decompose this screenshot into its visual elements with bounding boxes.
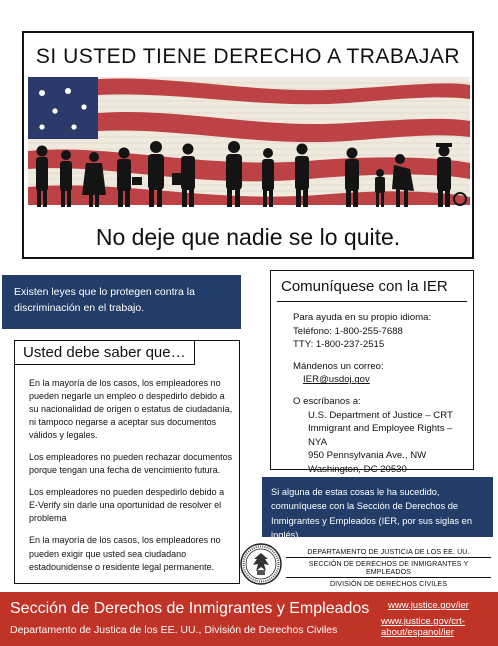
hero-banner (22, 31, 474, 259)
footer-title: Sección de Derechos de Inmigrantes y Empleados (10, 600, 370, 617)
doj-seal-icon (240, 543, 282, 585)
footer-subtitle: Departamento de Justica de los EE. UU., División de Derechos Civiles (10, 624, 338, 636)
spanish-website-link[interactable]: www.justice.gov/crt-about/espanol/ier (381, 616, 465, 639)
hero-slogan: No deje que nadie se lo quite. (95, 224, 401, 250)
contact-divider (277, 301, 467, 302)
section-line: SECCIÓN DE DERECHOS DE INMIGRANTES Y EMPLEADOS (286, 558, 491, 578)
tty-number[interactable]: TTY: 1-800-237-2515 (293, 339, 385, 351)
contact-prompt-box (262, 477, 493, 541)
know-item: En la mayoría de los casos, los empleadores no pueden exigir que usted sea ciudadano estadounidense o residente legal permanente. (29, 535, 221, 572)
department-block (286, 548, 491, 588)
ier-website-link[interactable]: www.justice.gov/ier (388, 600, 469, 611)
department-line: DEPARTAMENTO DE JUSTICIA DE LOS EE. UU. (286, 548, 491, 558)
footer-bar (0, 592, 498, 646)
contact-box (270, 270, 474, 476)
hero-title: SI USTED TIENE DERECHO A TRABAJAR (35, 45, 461, 68)
flag-workers-illustration (28, 77, 470, 215)
email-label: Mándenos un correo: (293, 360, 384, 372)
email-link[interactable]: IER@usdoj.gov (303, 374, 370, 386)
know-title: Usted debe saber que… (14, 340, 195, 365)
contact-details (293, 311, 473, 477)
laws-notice-text: Existen leyes que lo protegen contra la discriminación en el trabajo. (14, 286, 195, 315)
contact-title: Comuníquese con la IER (281, 278, 448, 295)
address-line: Washington, DC 20530 (308, 464, 407, 476)
address-line: 950 Pennsylvania Ave., NW (308, 450, 427, 462)
address-line: Immigrant and Employee Rights – NYA (308, 423, 453, 448)
know-item: Los empleadores no pueden rechazar documentos porque tengan una fecha de vencimiento futura. (29, 452, 233, 476)
help-label: Para ayuda en su propio idioma: (293, 312, 432, 323)
address-line: U.S. Department of Justice – CRT (308, 409, 453, 421)
write-label: O escríbanos a: (293, 396, 361, 408)
phone-number[interactable]: Teléfono: 1-800-255-7688 (293, 325, 403, 337)
know-item: Los empleadores no pueden despedirlo debido a E-Verify sin darle una oportunidad de resolver el problema (29, 487, 225, 524)
know-list (29, 377, 233, 583)
know-item: En la mayoría de los casos, los empleadores no pueden negarle un empleo o despedirlo debido a su nacionalidad de origen o estatus de ciudadanía, ni tampoco negarse a aceptar sus documentos válidos y legales. (29, 378, 233, 441)
laws-notice-box (2, 275, 241, 329)
contact-prompt-text: Si alguna de estas cosas le ha sucedido, comuníquese con la Sección de Derechos de Inmigrantes y Empleados (IER, por sus siglas en inglés) (271, 487, 473, 541)
know-box (14, 340, 240, 584)
division-line: DIVISIÓN DE DERECHOS CIVILES (329, 580, 448, 588)
